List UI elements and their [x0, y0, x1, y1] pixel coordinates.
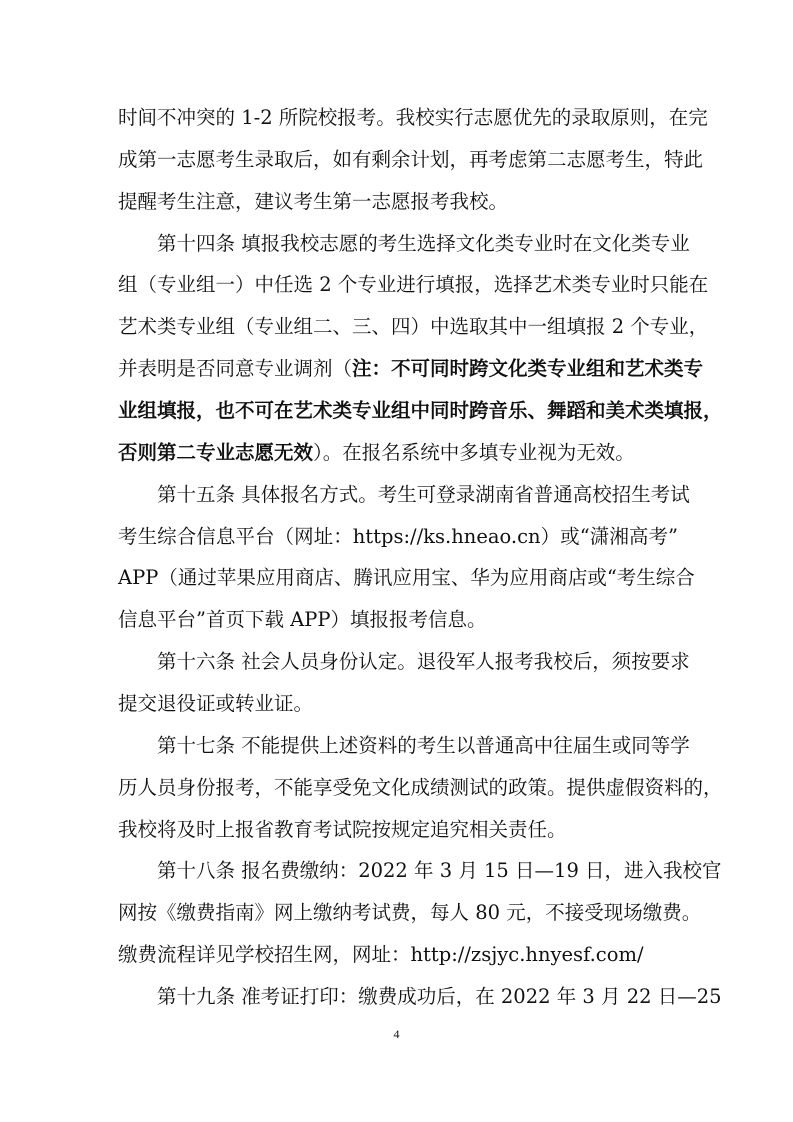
text-line: 成第一志愿考生录取后，如有剩余计划，再考虑第二志愿考生，特此	[118, 148, 704, 171]
article-17-heading: 第十七条 不能提供上述资料的考生以普通高中往届生或同等学	[157, 734, 690, 757]
text-line: 并表明是否同意专业调剂（注：不可同时跨文化类专业组和艺术类专	[118, 357, 704, 380]
bold-note: 否则第二专业志愿无效	[118, 441, 314, 464]
text-line: 我校将及时上报省教育考试院按规定追究相关责任。	[118, 818, 567, 841]
bold-note-line: 业组填报，也不可在艺术类专业组中同时跨音乐、舞蹈和美术类填报，	[118, 399, 723, 422]
text-line: 网按《缴费指南》网上缴纳考试费，每人 80 元，不接受现场缴费。	[118, 901, 702, 924]
text-line: APP（通过苹果应用商店、腾讯应用宝、华为应用商店或“考生综合	[118, 566, 695, 589]
text-line: 提醒考生注意，建议考生第一志愿报考我校。	[118, 190, 509, 213]
bold-note: 注：不可同时跨文化类专业组和艺术类专	[352, 357, 704, 380]
text-line: 提交退役证或转业证。	[118, 692, 314, 715]
text-line: 艺术类专业组（专业组二、三、四）中选取其中一组填报 2 个专业，	[118, 315, 709, 338]
article-15-heading: 第十五条 具体报名方式。考生可登录湖南省普通高校招生考试	[157, 483, 690, 506]
article-16-heading: 第十六条 社会人员身份认定。退役军人报考我校后，须按要求	[157, 650, 690, 673]
article-19-heading: 第十九条 准考证打印：缴费成功后，在 2022 年 3 月 22 日—25	[157, 985, 722, 1008]
text-line: 组（专业组一）中任选 2 个专业进行填报，选择艺术类专业时只能在	[118, 273, 709, 296]
text-line: 否则第二专业志愿无效）。在报名系统中多填专业视为无效。	[118, 441, 635, 464]
text-line: 历人员身份报考，不能享受免文化成绩测试的政策。提供虚假资料的，	[118, 776, 723, 799]
text-line: 时间不冲突的 1-2 所院校报考。我校实行志愿优先的录取原则，在完	[118, 106, 708, 129]
text-line: 信息平台”首页下载 APP）填报报考信息。	[118, 608, 487, 631]
text-line: 缴费流程详见学校招生网，网址：http://zsjyc.hnyesf.com/	[118, 943, 644, 966]
article-14-heading: 第十四条 填报我校志愿的考生选择文化类专业时在文化类专业	[157, 232, 690, 255]
article-18-heading: 第十八条 报名费缴纳：2022 年 3 月 15 日—19 日，进入我校官	[157, 859, 722, 882]
page-number: 4	[393, 1027, 400, 1041]
text-line: 考生综合信息平台（网址：https://ks.hneao.cn）或“潇湘高考”	[118, 525, 678, 548]
